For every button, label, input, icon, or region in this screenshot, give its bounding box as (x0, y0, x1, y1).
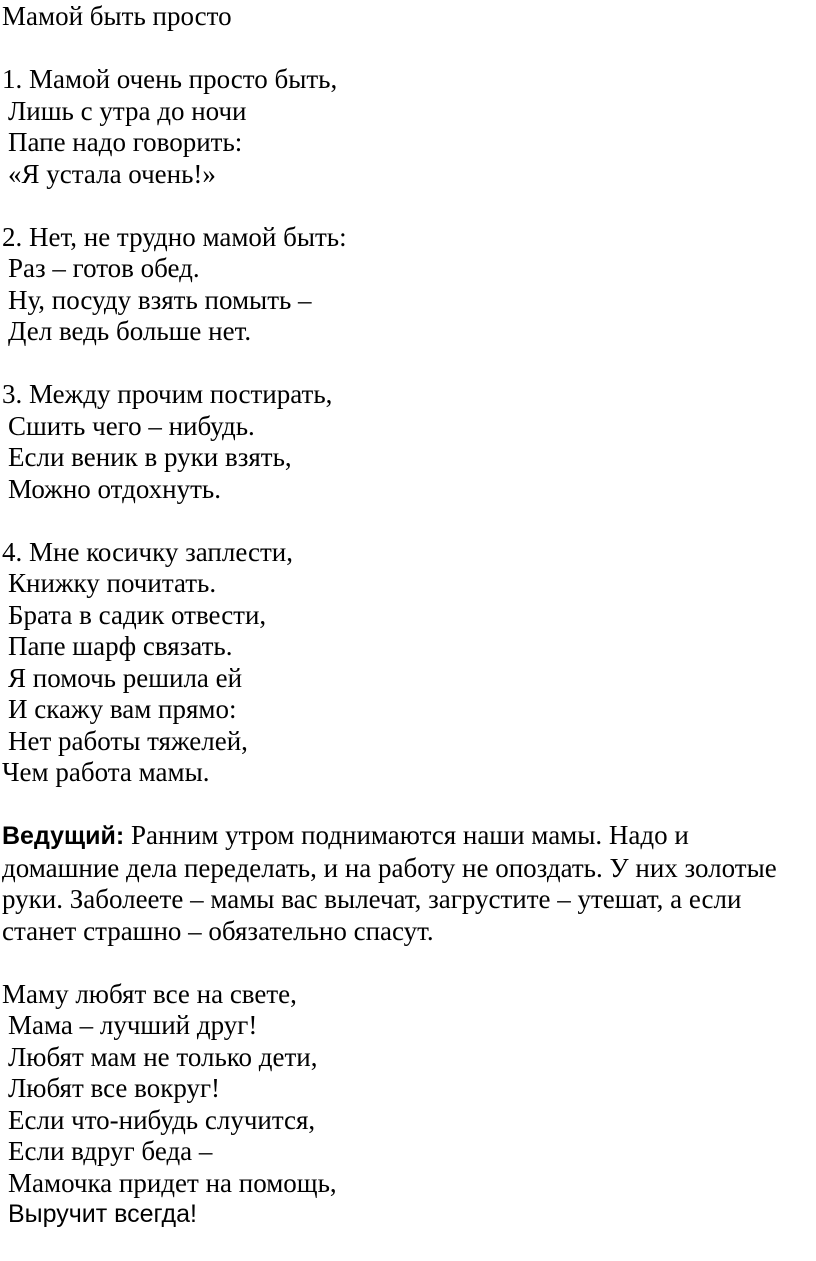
verse-line: 4. Мне косичку заплести, (2, 536, 293, 567)
verse-line: Мама – лучший друг! (8, 1010, 258, 1040)
verse-1 (2, 64, 816, 190)
blank-line (2, 190, 816, 222)
document-title: Мамой быть просто (2, 1, 232, 31)
host-paragraph (2, 820, 802, 947)
verse-line: Можно отдохнуть. (8, 473, 221, 504)
verse-line: 1. Мамой очень просто быть, (2, 64, 338, 94)
host-label: Ведущий: (2, 822, 125, 850)
blank-line (2, 789, 816, 821)
verse-line: Чем работа мамы. (2, 757, 210, 787)
verse-line: Папе шарф связать. (8, 631, 233, 661)
verse-line: Если веник в руки взять, (8, 442, 292, 472)
verse-line: «Я устала очень!» (8, 158, 216, 189)
verse-line: Если вдруг беда – (8, 1136, 213, 1166)
verse-line: Любят мам не только дети, (8, 1041, 318, 1072)
verse-line: Мамочка придет на помощь, (8, 1167, 337, 1198)
verse-line: 2. Нет, не трудно мамой быть: (2, 221, 347, 252)
verse-line: Дел ведь больше нет. (8, 316, 252, 346)
blank-line (2, 348, 816, 380)
verse-line: Маму любят все на свете, (2, 978, 297, 1009)
host-text: Ранним утром поднимаются наши мамы. Надо и домашние дела переделать, и на работу не опоздать. У них золотые руки. Заболеете – мамы вас вылечат, загрустите – утешат, а если станет страшно – обязательно спасут. (2, 820, 777, 946)
verse-line: Если что-нибудь случится, (8, 1104, 316, 1135)
verse-line: Я помочь решила ей (8, 662, 243, 693)
verse-4 (2, 537, 816, 789)
final-verse (2, 979, 816, 1231)
verse-line: Лишь с утра до ночи (8, 95, 247, 126)
verse-line: Нет работы тяжелей, (8, 725, 248, 756)
verse-line: Раз – готов обед. (8, 253, 200, 283)
verse-line: 3. Между прочим постирать, (2, 379, 333, 409)
verse-line: Любят все вокруг! (8, 1073, 221, 1103)
verse-line: Книжку почитать. (8, 568, 217, 598)
blank-line (2, 947, 816, 979)
verse-2 (2, 222, 816, 348)
verse-line: Папе надо говорить: (8, 127, 243, 157)
blank-line (2, 33, 816, 65)
verse-3 (2, 379, 816, 505)
verse-line: Сшить чего – нибудь. (8, 410, 255, 441)
verse-line: Ну, посуду взять помыть – (8, 284, 312, 315)
verse-line: Выручит всегда! (8, 1200, 197, 1228)
verse-line: И скажу вам прямо: (8, 694, 237, 724)
verse-line: Брата в садик отвести, (8, 599, 267, 630)
blank-line (2, 505, 816, 537)
